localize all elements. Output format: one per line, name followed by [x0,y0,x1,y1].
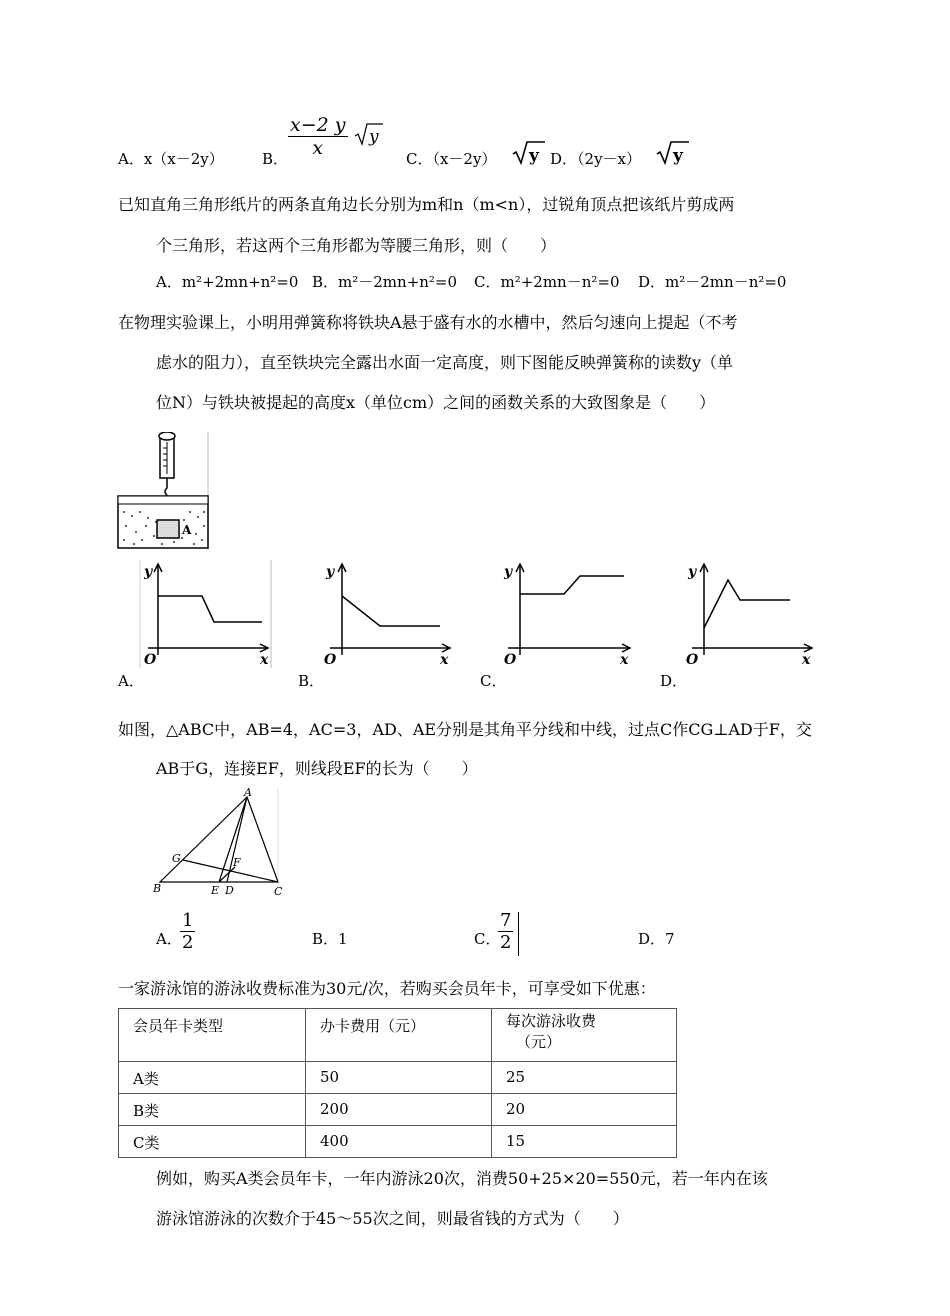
svg-text:x: x [260,652,269,668]
graph-option-label-b: B． [298,672,325,690]
triangle-option-a: A．m²+2mn+n²=0 [156,273,299,291]
graph-option-a [138,560,278,670]
geometry-option-b: B．1 [312,930,348,948]
sqrt-y-d [656,140,690,166]
point-g-label: G [172,852,181,865]
geometry-option-a: A． [156,930,182,948]
point-b-label: B [153,882,162,895]
fraction-denominator: x [312,137,324,159]
geometry-option-d: D．7 [638,930,675,948]
graph-option-c [500,560,640,670]
sqrt-y-b [354,122,384,148]
radicand: y [673,146,683,166]
point-c-label: C [274,885,283,898]
question-swim-intro: 一家游泳馆的游泳收费标准为30元/次，若购买会员年卡，可享受如下优惠： [118,979,656,998]
option-a-fraction: A．x（x－2y） [118,150,224,168]
option-c-fraction: C．（x－2y） [406,150,497,168]
question-spring-line1: 在物理实验课上，小明用弹簧称将铁块A悬于盛有水的水槽中，然后匀速向上提起（不考 [118,313,738,332]
point-e-label: E [211,884,220,897]
fee-table [118,1008,677,1158]
geometry-option-a-fraction: $\frac{1}{2}$ [182,910,194,953]
question-spring-line3: 位N）与铁块被提起的高度x（单位cm）之间的函数关系的大致图象是（ ） [156,393,716,412]
svg-text:O: O [144,652,157,668]
question-geometry-line2: AB于G，连接EF，则线段EF的长为（ ） [156,759,478,778]
table-row [119,1062,677,1094]
block-label: A [182,523,192,537]
graph-option-label-c: C． [480,672,507,690]
question-swim-line2: 游泳馆游泳的次数介于45～55次之间，则最省钱的方式为（ ） [156,1209,629,1228]
option-b-fraction [288,114,348,159]
option-d-fraction: D．（2y－x） [550,150,642,168]
svg-text:y: y [688,564,697,580]
svg-text:O: O [504,652,517,668]
table-cell: C类 [119,1126,306,1158]
triangle-option-b: B．m²－2mn+n²=0 [312,273,458,291]
table-cell: 400 [306,1126,492,1158]
svg-text:y: y [326,564,335,580]
table-cell: B类 [119,1094,306,1126]
point-d-label: D [225,884,234,897]
svg-text:x: x [802,652,811,668]
question-triangle-line2: 个三角形，若这两个三角形都为等腰三角形，则（ ） [156,236,557,255]
table-cell: 50 [306,1062,492,1094]
graph-option-b [318,560,458,670]
table-cell: 25 [492,1062,677,1094]
table-cell: 20 [492,1094,677,1126]
table-header-cell: 每次游泳收费 （元） [492,1009,677,1062]
question-swim-line1: 例如，购买A类会员年卡，一年内游泳20次，消费50+25×20=550元，若一年内在该 [156,1169,768,1188]
svg-text:O: O [686,652,699,668]
radicand: y [529,146,539,166]
fraction-numerator: x−2 y [290,114,346,136]
table-row [119,1094,677,1126]
table-cell: 15 [492,1126,677,1158]
radicand: y [369,127,379,147]
svg-text:x: x [620,652,629,668]
graph-option-label-d: D． [660,672,688,690]
triangle-option-d: D．m²－2mn－n²=0 [638,273,787,291]
graph-option-d [680,560,820,670]
table-row [119,1126,677,1158]
question-spring-line2: 虑水的阻力），直至铁块完全露出水面一定高度，则下图能反映弹簧称的读数y（单 [156,353,734,372]
triangle-figure [148,788,288,898]
svg-text:O: O [324,652,337,668]
graph-option-label-a: A． [118,672,144,690]
triangle-option-c: C．m²+2mn－n²=0 [474,273,620,291]
svg-text:x: x [440,652,449,668]
table-header-row [119,1009,677,1062]
geometry-option-c-fraction: $\frac{7}{2}$ [500,910,512,953]
table-cell: A类 [119,1062,306,1094]
svg-text:y: y [504,564,513,580]
option-b-label: B． [262,150,289,168]
svg-text:y: y [144,564,153,580]
question-geometry-line1: 如图，△ABC中，AB=4，AC=3，AD、AE分别是其角平分线和中线，过点C作CG⊥AD于F，交 [118,720,812,739]
table-header-cell: 办卡费用（元） [306,1009,492,1062]
point-f-label: F [233,856,241,869]
sqrt-y-c [512,140,546,166]
water-tank-figure [116,432,212,550]
point-a-label: A [244,788,252,799]
geometry-option-c: C． [474,930,501,948]
table-header-cell: 会员年卡类型 [119,1009,306,1062]
table-cell: 200 [306,1094,492,1126]
question-triangle-line1: 已知直角三角形纸片的两条直角边长分别为m和n（m<n），过锐角顶点把该纸片剪成两 [118,195,735,214]
fraction-bar-mark [518,912,519,956]
